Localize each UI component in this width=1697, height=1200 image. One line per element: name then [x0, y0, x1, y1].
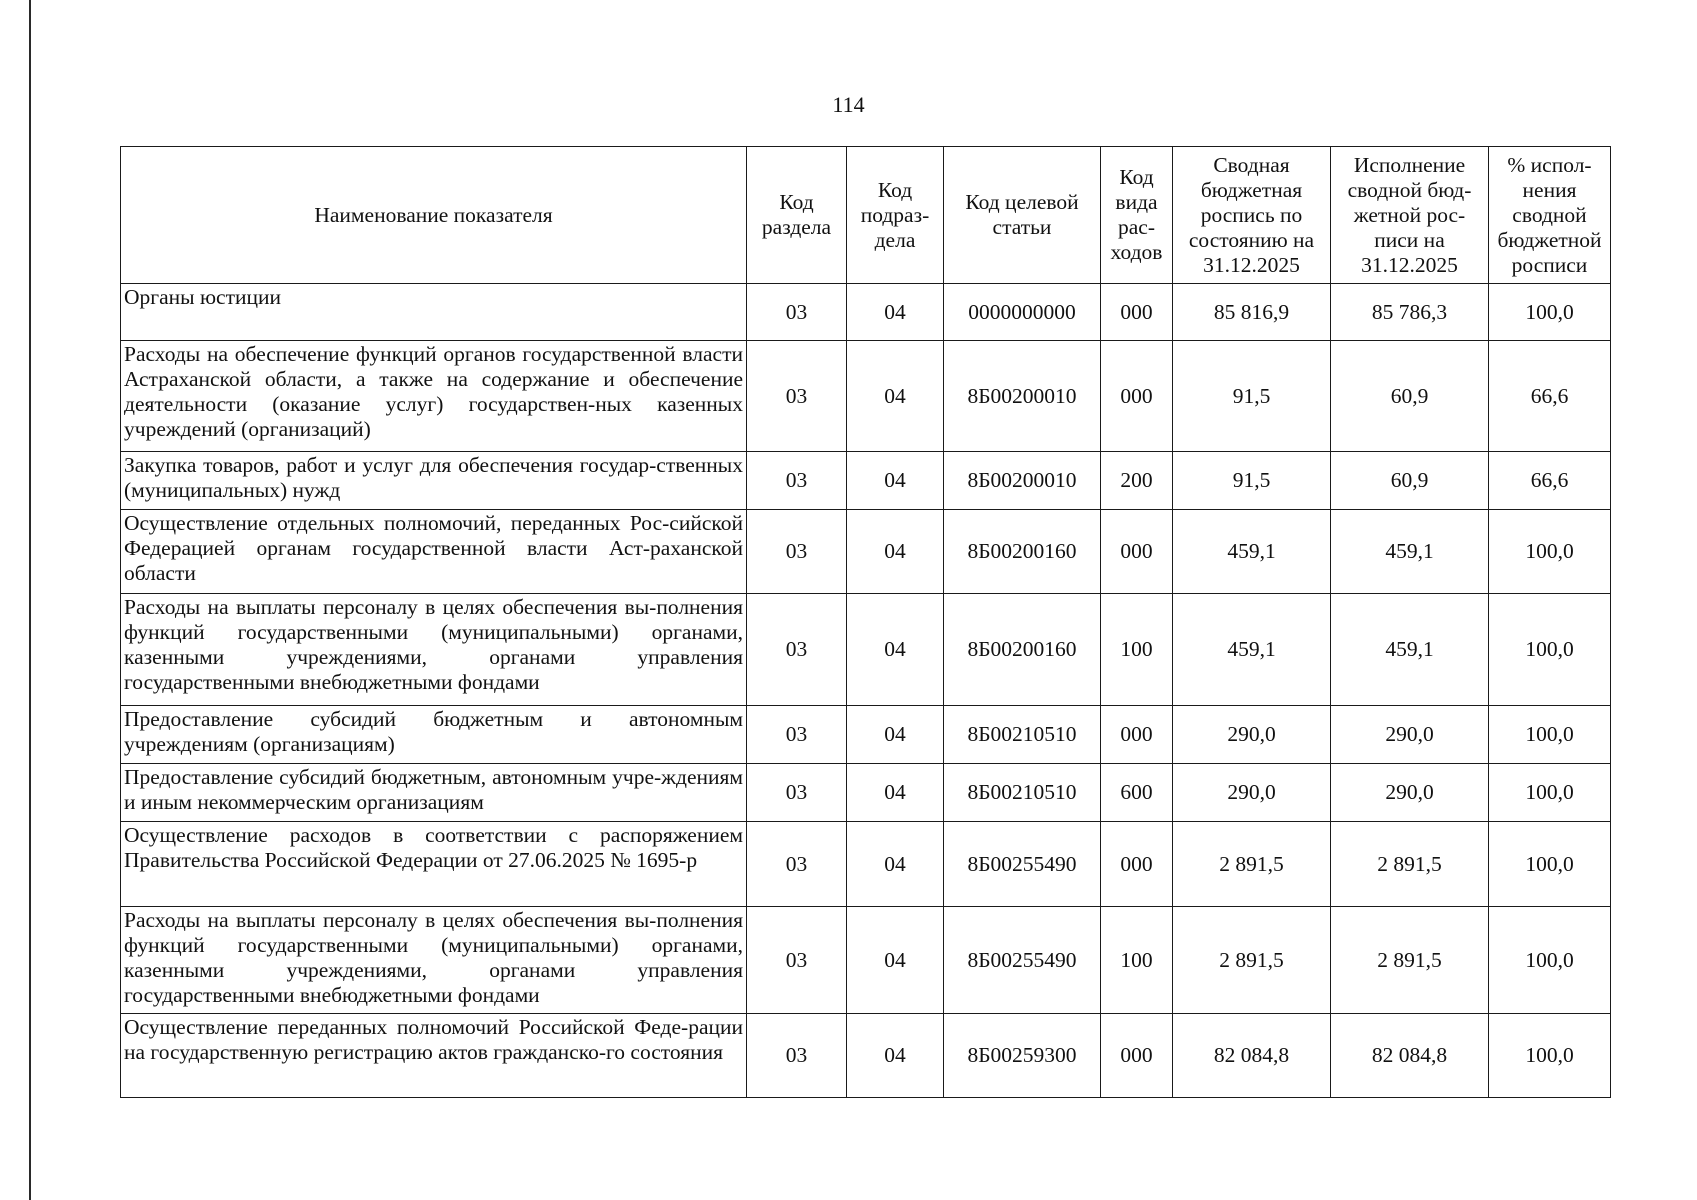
row-subsection-code: 04 — [847, 284, 944, 341]
table-row — [121, 907, 1611, 1014]
row-target-code: 8Б00200010 — [944, 341, 1101, 452]
row-percent: 100,0 — [1489, 907, 1611, 1014]
row-target-code: 8Б00255490 — [944, 907, 1101, 1014]
row-percent: 100,0 — [1489, 764, 1611, 822]
row-section-code: 03 — [747, 452, 847, 510]
row-executed: 459,1 — [1331, 510, 1489, 594]
row-expense-type-code: 000 — [1101, 1014, 1173, 1098]
row-planned: 2 891,5 — [1173, 907, 1331, 1014]
row-executed: 60,9 — [1331, 341, 1489, 452]
row-planned: 82 084,8 — [1173, 1014, 1331, 1098]
row-planned: 290,0 — [1173, 706, 1331, 764]
budget-execution-table — [120, 146, 1611, 1098]
header-subsection-code: Код подраз-дела — [847, 147, 944, 284]
row-subsection-code: 04 — [847, 822, 944, 907]
row-target-code: 8Б00200160 — [944, 510, 1101, 594]
row-executed: 290,0 — [1331, 764, 1489, 822]
row-expense-type-code: 000 — [1101, 284, 1173, 341]
row-executed: 82 084,8 — [1331, 1014, 1489, 1098]
table-row — [121, 706, 1611, 764]
table-row — [121, 341, 1611, 452]
header-name: Наименование показателя — [121, 147, 747, 284]
row-section-code: 03 — [747, 764, 847, 822]
table-header-row — [121, 147, 1611, 284]
header-target-code: Код целевой статьи — [944, 147, 1101, 284]
row-executed: 60,9 — [1331, 452, 1489, 510]
row-section-code: 03 — [747, 822, 847, 907]
table-row — [121, 452, 1611, 510]
row-planned: 459,1 — [1173, 594, 1331, 706]
row-section-code: 03 — [747, 341, 847, 452]
table-row — [121, 822, 1611, 907]
table-row — [121, 510, 1611, 594]
row-expense-type-code: 600 — [1101, 764, 1173, 822]
row-executed: 85 786,3 — [1331, 284, 1489, 341]
row-subsection-code: 04 — [847, 764, 944, 822]
page-number: 114 — [832, 92, 865, 117]
row-section-code: 03 — [747, 706, 847, 764]
row-expense-type-code: 000 — [1101, 510, 1173, 594]
row-expense-type-code: 000 — [1101, 822, 1173, 907]
row-expense-type-code: 100 — [1101, 907, 1173, 1014]
row-subsection-code: 04 — [847, 452, 944, 510]
table-row — [121, 594, 1611, 706]
header-expense-type-code: Код вида рас-ходов — [1101, 147, 1173, 284]
row-planned: 85 816,9 — [1173, 284, 1331, 341]
row-executed: 2 891,5 — [1331, 907, 1489, 1014]
row-executed: 2 891,5 — [1331, 822, 1489, 907]
header-section-code: Код раздела — [747, 147, 847, 284]
row-target-code: 8Б00255490 — [944, 822, 1101, 907]
table-row — [121, 1014, 1611, 1098]
row-expense-type-code: 000 — [1101, 341, 1173, 452]
row-section-code: 03 — [747, 1014, 847, 1098]
row-percent: 66,6 — [1489, 341, 1611, 452]
row-name: Осуществление отдельных полномочий, переданных Рос-сийской Федерацией органам государственной власти Аст-раханской области — [121, 510, 747, 594]
row-percent: 100,0 — [1489, 594, 1611, 706]
row-section-code: 03 — [747, 284, 847, 341]
row-target-code: 0000000000 — [944, 284, 1101, 341]
row-percent: 100,0 — [1489, 284, 1611, 341]
row-section-code: 03 — [747, 510, 847, 594]
row-percent: 100,0 — [1489, 822, 1611, 907]
header-planned: Сводная бюджетная роспись по состоянию на 31.12.2025 — [1173, 147, 1331, 284]
row-subsection-code: 04 — [847, 1014, 944, 1098]
row-expense-type-code: 200 — [1101, 452, 1173, 510]
scan-edge-line — [29, 0, 31, 1200]
header-executed: Исполнение сводной бюд-жетной рос-писи на 31.12.2025 — [1331, 147, 1489, 284]
row-name: Предоставление субсидий бюджетным, автономным учре-ждениям и иным некоммерческим организациям — [121, 764, 747, 822]
row-target-code: 8Б00200160 — [944, 594, 1101, 706]
row-planned: 459,1 — [1173, 510, 1331, 594]
row-planned: 91,5 — [1173, 452, 1331, 510]
row-percent: 66,6 — [1489, 452, 1611, 510]
row-percent: 100,0 — [1489, 706, 1611, 764]
row-name: Осуществление переданных полномочий Российской Феде-рации на государственную регистрацию актов гражданско-го состояния — [121, 1014, 747, 1098]
row-subsection-code: 04 — [847, 341, 944, 452]
row-executed: 459,1 — [1331, 594, 1489, 706]
header-percent: % испол-нения сводной бюджетной росписи — [1489, 147, 1611, 284]
row-name: Предоставление субсидий бюджетным и автономным учреждениям (организациям) — [121, 706, 747, 764]
row-section-code: 03 — [747, 594, 847, 706]
row-name: Осуществление расходов в соответствии с распоряжением Правительства Российской Федерации от 27.06.2025 № 1695-р — [121, 822, 747, 907]
row-percent: 100,0 — [1489, 1014, 1611, 1098]
row-target-code: 8Б00210510 — [944, 706, 1101, 764]
row-expense-type-code: 100 — [1101, 594, 1173, 706]
row-name: Расходы на выплаты персоналу в целях обеспечения вы-полнения функций государственными (муниципальными) органами, казенными учреждениями, органами управления государственными внебюджетными фондами — [121, 594, 747, 706]
row-name: Закупка товаров, работ и услуг для обеспечения государ-ственных (муниципальных) нужд — [121, 452, 747, 510]
row-target-code: 8Б00200010 — [944, 452, 1101, 510]
row-name: Органы юстиции — [121, 284, 747, 341]
row-expense-type-code: 000 — [1101, 706, 1173, 764]
row-subsection-code: 04 — [847, 510, 944, 594]
row-target-code: 8Б00259300 — [944, 1014, 1101, 1098]
row-name: Расходы на обеспечение функций органов государственной власти Астраханской области, а также на содержание и обеспечение деятельности (оказание услуг) государствен-ных казенных учреждений (организаций) — [121, 341, 747, 452]
row-executed: 290,0 — [1331, 706, 1489, 764]
row-subsection-code: 04 — [847, 706, 944, 764]
row-percent: 100,0 — [1489, 510, 1611, 594]
table-row — [121, 284, 1611, 341]
table-row — [121, 764, 1611, 822]
row-name: Расходы на выплаты персоналу в целях обеспечения вы-полнения функций государственными (муниципальными) органами, казенными учреждениями, органами управления государственными внебюджетными фондами — [121, 907, 747, 1014]
row-subsection-code: 04 — [847, 907, 944, 1014]
row-target-code: 8Б00210510 — [944, 764, 1101, 822]
row-subsection-code: 04 — [847, 594, 944, 706]
row-planned: 290,0 — [1173, 764, 1331, 822]
row-planned: 2 891,5 — [1173, 822, 1331, 907]
row-planned: 91,5 — [1173, 341, 1331, 452]
row-section-code: 03 — [747, 907, 847, 1014]
